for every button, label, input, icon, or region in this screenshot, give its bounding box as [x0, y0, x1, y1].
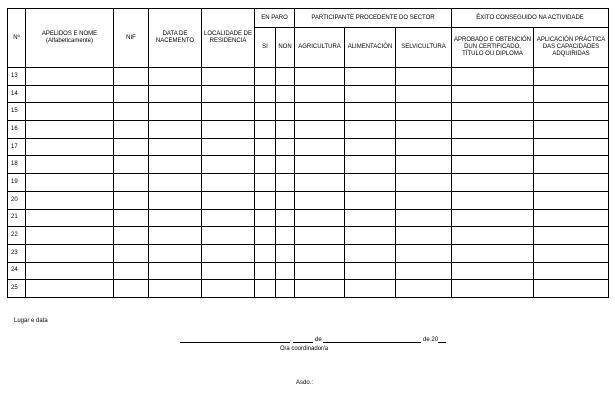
- table-cell[interactable]: [295, 138, 345, 156]
- de-text-1: de: [315, 337, 322, 343]
- table-cell[interactable]: [26, 156, 114, 174]
- table-cell[interactable]: [345, 85, 396, 103]
- table-cell[interactable]: [345, 209, 396, 227]
- table-cell[interactable]: [276, 156, 295, 174]
- day-line[interactable]: [293, 336, 313, 343]
- table-cell[interactable]: [26, 68, 114, 86]
- table-cell[interactable]: [534, 156, 609, 174]
- row-number: 19: [8, 174, 26, 192]
- table-cell[interactable]: [255, 280, 276, 298]
- table-cell[interactable]: [295, 244, 345, 262]
- table-cell[interactable]: [295, 121, 345, 139]
- signed-label: Asdo.:: [296, 380, 314, 386]
- header-approved: APROBADO E OBTENCIÓN DUN CERTIFICADO, TÍTULO OU DIPLOMA: [452, 28, 534, 68]
- table-cell[interactable]: [534, 85, 609, 103]
- table-cell[interactable]: [26, 280, 114, 298]
- header-forestry: SELVICULTURA: [396, 28, 452, 68]
- table-cell[interactable]: [534, 121, 609, 139]
- table-cell[interactable]: [114, 280, 149, 298]
- table-cell[interactable]: [202, 280, 255, 298]
- table-cell[interactable]: [202, 121, 255, 139]
- table-cell[interactable]: [396, 191, 452, 209]
- table-cell[interactable]: [202, 85, 255, 103]
- table-body: [8, 68, 609, 298]
- header-name-sub: (Alfabeticamente): [45, 38, 94, 44]
- participants-table: [7, 8, 609, 298]
- table-row: [8, 191, 609, 209]
- header-number: Nº: [8, 9, 26, 68]
- table-cell[interactable]: [202, 209, 255, 227]
- table-cell[interactable]: [396, 280, 452, 298]
- table-cell[interactable]: [295, 227, 345, 245]
- table-cell[interactable]: [452, 156, 534, 174]
- table-cell[interactable]: [345, 174, 396, 192]
- table-cell[interactable]: [255, 262, 276, 280]
- table-cell[interactable]: [345, 68, 396, 86]
- row-number: 17: [8, 138, 26, 156]
- table-cell[interactable]: [114, 244, 149, 262]
- table-cell[interactable]: [534, 68, 609, 86]
- table-cell[interactable]: [295, 280, 345, 298]
- comma-text: ,: [290, 337, 292, 343]
- table-cell[interactable]: [26, 191, 114, 209]
- header-agriculture: AGRICULTURA: [295, 28, 345, 68]
- de-text-2: de 20: [423, 337, 439, 343]
- table-cell[interactable]: [114, 227, 149, 245]
- table-cell[interactable]: [255, 244, 276, 262]
- month-line[interactable]: [323, 336, 381, 343]
- table-cell[interactable]: [345, 280, 396, 298]
- table-cell[interactable]: [396, 227, 452, 245]
- table-cell[interactable]: [149, 156, 202, 174]
- table-cell[interactable]: [452, 103, 534, 121]
- table-cell[interactable]: [452, 174, 534, 192]
- table-cell[interactable]: [396, 103, 452, 121]
- table-cell[interactable]: [149, 227, 202, 245]
- table-cell[interactable]: [534, 262, 609, 280]
- table-cell[interactable]: [452, 209, 534, 227]
- table-cell[interactable]: [202, 103, 255, 121]
- table-cell[interactable]: [202, 138, 255, 156]
- table-cell[interactable]: [26, 227, 114, 245]
- table-cell[interactable]: [149, 209, 202, 227]
- table-cell[interactable]: [452, 85, 534, 103]
- place-date-label: Lugar e data: [14, 318, 48, 324]
- table-cell[interactable]: [255, 156, 276, 174]
- table-cell[interactable]: [452, 262, 534, 280]
- row-number: 23: [8, 244, 26, 262]
- table-cell[interactable]: [202, 262, 255, 280]
- table-cell[interactable]: [26, 262, 114, 280]
- table-cell[interactable]: [276, 174, 295, 192]
- table-cell[interactable]: [276, 103, 295, 121]
- header-food: ALIMENTACIÓN: [345, 28, 396, 68]
- table-cell[interactable]: [295, 262, 345, 280]
- table-row: [8, 227, 609, 245]
- table-cell[interactable]: [255, 103, 276, 121]
- header-yes: SI: [255, 28, 276, 68]
- table-cell[interactable]: [26, 103, 114, 121]
- table-cell[interactable]: [26, 121, 114, 139]
- table-cell[interactable]: [345, 121, 396, 139]
- table-cell[interactable]: [534, 138, 609, 156]
- table-cell[interactable]: [534, 244, 609, 262]
- table-cell[interactable]: [396, 85, 452, 103]
- header-no: NON: [276, 28, 295, 68]
- row-number: 24: [8, 262, 26, 280]
- table-cell[interactable]: [149, 85, 202, 103]
- table-cell[interactable]: [396, 121, 452, 139]
- table-cell[interactable]: [452, 138, 534, 156]
- table-cell[interactable]: [114, 156, 149, 174]
- table-cell[interactable]: [149, 280, 202, 298]
- header-unemployed: EN PARO: [255, 9, 295, 28]
- month-line-2[interactable]: [381, 336, 421, 343]
- table-row: [8, 209, 609, 227]
- header-locality: LOCALIDADE DE RESIDENCIA: [202, 9, 255, 68]
- table-cell[interactable]: [452, 68, 534, 86]
- header-success: ÉXITO CONSEGUIDO NA ACTIVIDADE: [452, 9, 609, 28]
- table-cell[interactable]: [255, 174, 276, 192]
- table-cell[interactable]: [114, 191, 149, 209]
- table-cell[interactable]: [345, 244, 396, 262]
- table-row: [8, 103, 609, 121]
- header-birth-date: DATA DE NACEMENTO: [149, 9, 202, 68]
- table-cell[interactable]: [255, 138, 276, 156]
- table-cell[interactable]: [202, 156, 255, 174]
- table-cell[interactable]: [276, 191, 295, 209]
- table-cell[interactable]: [452, 280, 534, 298]
- table-cell[interactable]: [295, 85, 345, 103]
- table-cell[interactable]: [534, 209, 609, 227]
- table-cell[interactable]: [255, 191, 276, 209]
- table-cell[interactable]: [345, 227, 396, 245]
- table-cell[interactable]: [26, 244, 114, 262]
- coordinator-label: O/a coordinador/a: [280, 346, 329, 352]
- table-row: [8, 68, 609, 86]
- table-cell[interactable]: [202, 244, 255, 262]
- table-cell[interactable]: [534, 174, 609, 192]
- table-cell[interactable]: [276, 209, 295, 227]
- row-number: 18: [8, 156, 26, 174]
- table-cell[interactable]: [295, 103, 345, 121]
- table-cell[interactable]: [295, 191, 345, 209]
- table-cell[interactable]: [396, 174, 452, 192]
- table-cell[interactable]: [114, 138, 149, 156]
- signature-date-line: [180, 336, 446, 343]
- table-cell[interactable]: [149, 121, 202, 139]
- table-row: [8, 121, 609, 139]
- row-number: 13: [8, 68, 26, 86]
- table-cell[interactable]: [255, 68, 276, 86]
- table-cell[interactable]: [452, 244, 534, 262]
- row-number: 16: [8, 121, 26, 139]
- table-cell[interactable]: [149, 103, 202, 121]
- row-number: 21: [8, 209, 26, 227]
- table-cell[interactable]: [276, 244, 295, 262]
- table-cell[interactable]: [396, 244, 452, 262]
- header-nif: NIF: [114, 9, 149, 68]
- table-cell[interactable]: [345, 262, 396, 280]
- header-application: APLICACIÓN PRÁCTICA DAS CAPACIDADES ADQUIRIDAS: [534, 28, 609, 68]
- row-number: 25: [8, 280, 26, 298]
- table-cell[interactable]: [114, 174, 149, 192]
- table-cell[interactable]: [202, 174, 255, 192]
- row-number: 20: [8, 191, 26, 209]
- table-cell[interactable]: [114, 85, 149, 103]
- table-cell[interactable]: [345, 191, 396, 209]
- table-cell[interactable]: [534, 227, 609, 245]
- table-row: [8, 138, 609, 156]
- table-cell[interactable]: [202, 68, 255, 86]
- table-cell[interactable]: [396, 68, 452, 86]
- table-cell[interactable]: [149, 244, 202, 262]
- table-cell[interactable]: [114, 121, 149, 139]
- table-cell[interactable]: [276, 227, 295, 245]
- table-row: [8, 262, 609, 280]
- table-cell[interactable]: [295, 156, 345, 174]
- table-cell[interactable]: [149, 174, 202, 192]
- table-cell[interactable]: [396, 209, 452, 227]
- table-cell[interactable]: [202, 191, 255, 209]
- table-cell[interactable]: [276, 280, 295, 298]
- table-row: [8, 244, 609, 262]
- table-cell[interactable]: [276, 85, 295, 103]
- table-cell[interactable]: [452, 121, 534, 139]
- table-cell[interactable]: [345, 156, 396, 174]
- table-row: [8, 85, 609, 103]
- table-cell[interactable]: [149, 262, 202, 280]
- table-cell[interactable]: [396, 138, 452, 156]
- table-cell[interactable]: [26, 85, 114, 103]
- table-cell[interactable]: [396, 262, 452, 280]
- table-cell[interactable]: [26, 138, 114, 156]
- table-row: [8, 174, 609, 192]
- table-cell[interactable]: [202, 227, 255, 245]
- place-line[interactable]: [180, 336, 290, 343]
- row-number: 15: [8, 103, 26, 121]
- table-cell[interactable]: [534, 103, 609, 121]
- table-cell[interactable]: [452, 227, 534, 245]
- header-name-label: APELIDOS E NOME: [41, 31, 98, 37]
- header-sector: PARTICIPANTE PROCEDENTE DO SECTOR: [295, 9, 452, 28]
- table-cell[interactable]: [295, 68, 345, 86]
- table-cell[interactable]: [114, 209, 149, 227]
- table-cell[interactable]: [149, 68, 202, 86]
- year-line[interactable]: [438, 336, 446, 343]
- table-cell[interactable]: [276, 262, 295, 280]
- table-cell[interactable]: [534, 191, 609, 209]
- table-cell[interactable]: [396, 156, 452, 174]
- table-cell[interactable]: [276, 138, 295, 156]
- table-cell[interactable]: [255, 121, 276, 139]
- table-cell[interactable]: [114, 68, 149, 86]
- table-cell[interactable]: [149, 138, 202, 156]
- table-cell[interactable]: [255, 85, 276, 103]
- table-cell[interactable]: [114, 103, 149, 121]
- table-row: [8, 280, 609, 298]
- table-cell[interactable]: [26, 209, 114, 227]
- row-number: 14: [8, 85, 26, 103]
- table-cell[interactable]: [114, 262, 149, 280]
- table-cell[interactable]: [255, 227, 276, 245]
- table-cell[interactable]: [295, 174, 345, 192]
- table-cell[interactable]: [345, 103, 396, 121]
- table-cell[interactable]: [452, 191, 534, 209]
- table-row: [8, 156, 609, 174]
- table-cell[interactable]: [295, 209, 345, 227]
- table-cell[interactable]: [255, 209, 276, 227]
- row-number: 22: [8, 227, 26, 245]
- table-cell[interactable]: [534, 280, 609, 298]
- table-cell[interactable]: [276, 68, 295, 86]
- header-name: [26, 9, 114, 68]
- table-cell[interactable]: [26, 174, 114, 192]
- table-cell[interactable]: [149, 191, 202, 209]
- table-cell[interactable]: [345, 138, 396, 156]
- table-cell[interactable]: [276, 121, 295, 139]
